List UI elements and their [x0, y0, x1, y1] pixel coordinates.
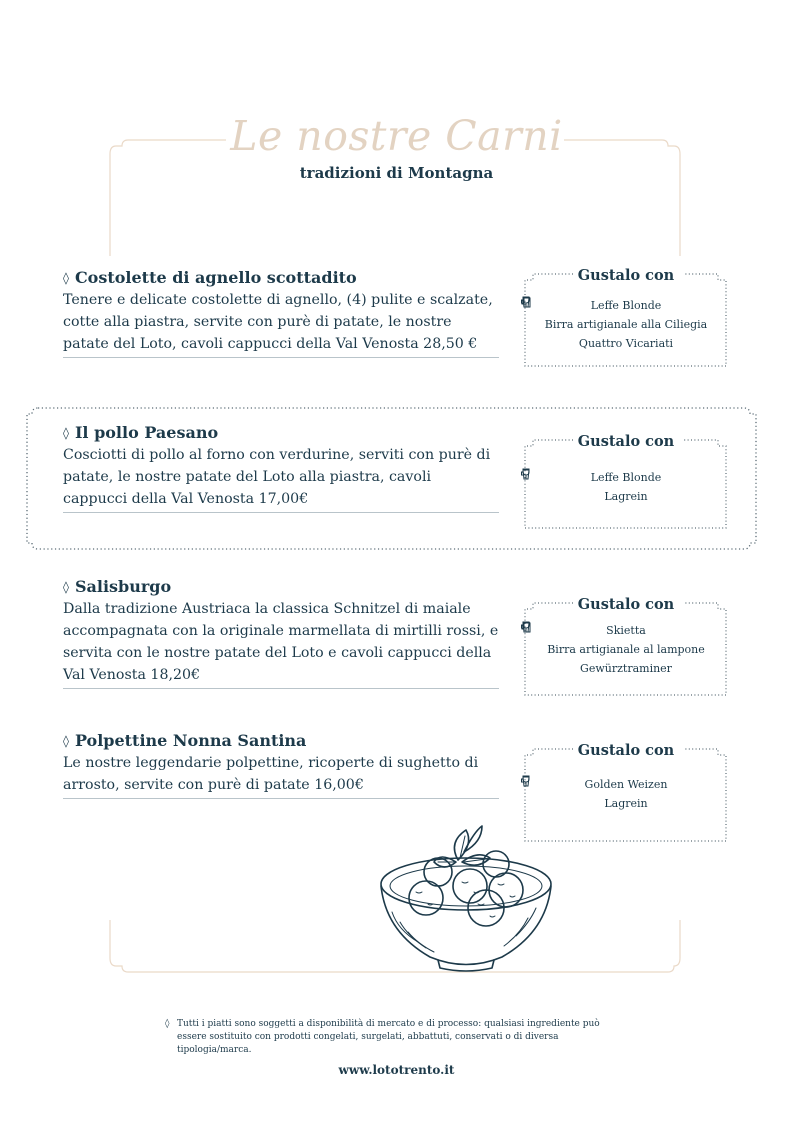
- wine-glass-icon: [521, 468, 531, 480]
- pairing-label: Leffe Blonde: [590, 471, 662, 484]
- website-link[interactable]: www.lototrento.it: [338, 1063, 455, 1077]
- pairing-label: Gewürztraminer: [580, 662, 672, 675]
- pairing-label: Golden Weizen: [584, 778, 668, 791]
- pairing-item: [521, 775, 731, 794]
- dish-name-text: Polpettine Nonna Santina: [74, 731, 307, 750]
- pairing-list: [521, 468, 731, 506]
- pairing-item: [521, 296, 731, 315]
- pairing-title: Gustalo con: [577, 433, 675, 450]
- pairing-label: Lagrein: [604, 797, 648, 810]
- pairing-item: [521, 487, 731, 506]
- dish-item: [63, 731, 499, 799]
- footnote: [165, 1018, 625, 1057]
- pairing-box: [521, 595, 731, 699]
- pairing-list: [521, 775, 731, 813]
- dish-name-text: Costolette di agnello scottadito: [74, 268, 357, 287]
- dish-name-text: Salisburgo: [74, 577, 172, 596]
- dish-title: [63, 268, 499, 287]
- pairing-item: [521, 621, 731, 640]
- dish-item: [63, 423, 499, 513]
- diamond-icon: ◊: [165, 1019, 170, 1029]
- meatball-bowl-illustration: [378, 822, 558, 977]
- dish-title: [63, 423, 499, 442]
- footnote-text: Tutti i piatti sono soggetti a disponibilità di mercato e di processo: qualsiasi ingrediente può essere sostituito con prodotti congelati, surgelati, abbattuti, conservati o di diversa tipologia/marca.: [177, 1019, 600, 1055]
- dish-title: [63, 577, 499, 596]
- dish-description: Cosciotti di pollo al forno con verdurine, serviti con purè di patate, le nostre patate del Loto alla piastra, cavoli cappucci della Val Venosta 17,00€: [63, 444, 499, 513]
- pairing-title: Gustalo con: [577, 742, 675, 759]
- wine-glass-icon: [521, 621, 531, 633]
- diamond-icon: ◊: [63, 580, 69, 594]
- pairing-item: [521, 640, 731, 659]
- dish-description: Tenere e delicate costolette di agnello, (4) pulite e scalzate, cotte alla piastra, servite con purè di patate, le nostre patate del Loto, cavoli cappucci della Val Venosta 28,50 €: [63, 289, 499, 358]
- pairing-label: Quattro Vicariati: [578, 337, 674, 350]
- page-subtitle: tradizioni di Montagna: [299, 164, 494, 182]
- dish-description: Dalla tradizione Austriaca la classica Schnitzel di maiale accompagnata con la originale marmellata di mirtilli rossi, e servita con le nostre patate del Loto e cavoli cappucci della Val Venosta 18,20€: [63, 598, 499, 689]
- diamond-icon: ◊: [63, 734, 69, 748]
- pairing-list: [521, 296, 731, 353]
- pairing-title: Gustalo con: [577, 267, 675, 284]
- dish-item: [63, 577, 499, 689]
- wine-glass-icon: [521, 775, 531, 787]
- pairing-item: [521, 468, 731, 487]
- pairing-label: Leffe Blonde: [590, 299, 662, 312]
- dish-title: [63, 731, 499, 750]
- pairing-label: Birra artigianale al lampone: [547, 643, 705, 656]
- pairing-list: [521, 621, 731, 678]
- diamond-icon: ◊: [63, 271, 69, 285]
- pairing-item: [521, 315, 731, 334]
- diamond-icon: ◊: [63, 426, 69, 440]
- dish-item: [63, 268, 499, 358]
- wine-glass-icon: [521, 296, 531, 308]
- dish-name-text: Il pollo Paesano: [74, 423, 219, 442]
- dish-description: Le nostre leggendarie polpettine, ricoperte di sughetto di arrosto, servite con purè di patate 16,00€: [63, 752, 499, 799]
- pairing-item: [521, 659, 731, 678]
- pairing-label: Skietta: [606, 624, 646, 637]
- page-title: Le nostre Carni: [230, 112, 563, 160]
- pairing-label: Birra artigianale alla Ciliegia: [544, 318, 708, 331]
- pairing-box: [521, 266, 731, 370]
- pairing-item: [521, 334, 731, 353]
- pairing-item: [521, 794, 731, 813]
- pairing-title: Gustalo con: [577, 596, 675, 613]
- pairing-label: Lagrein: [604, 490, 648, 503]
- pairing-box: [521, 432, 731, 532]
